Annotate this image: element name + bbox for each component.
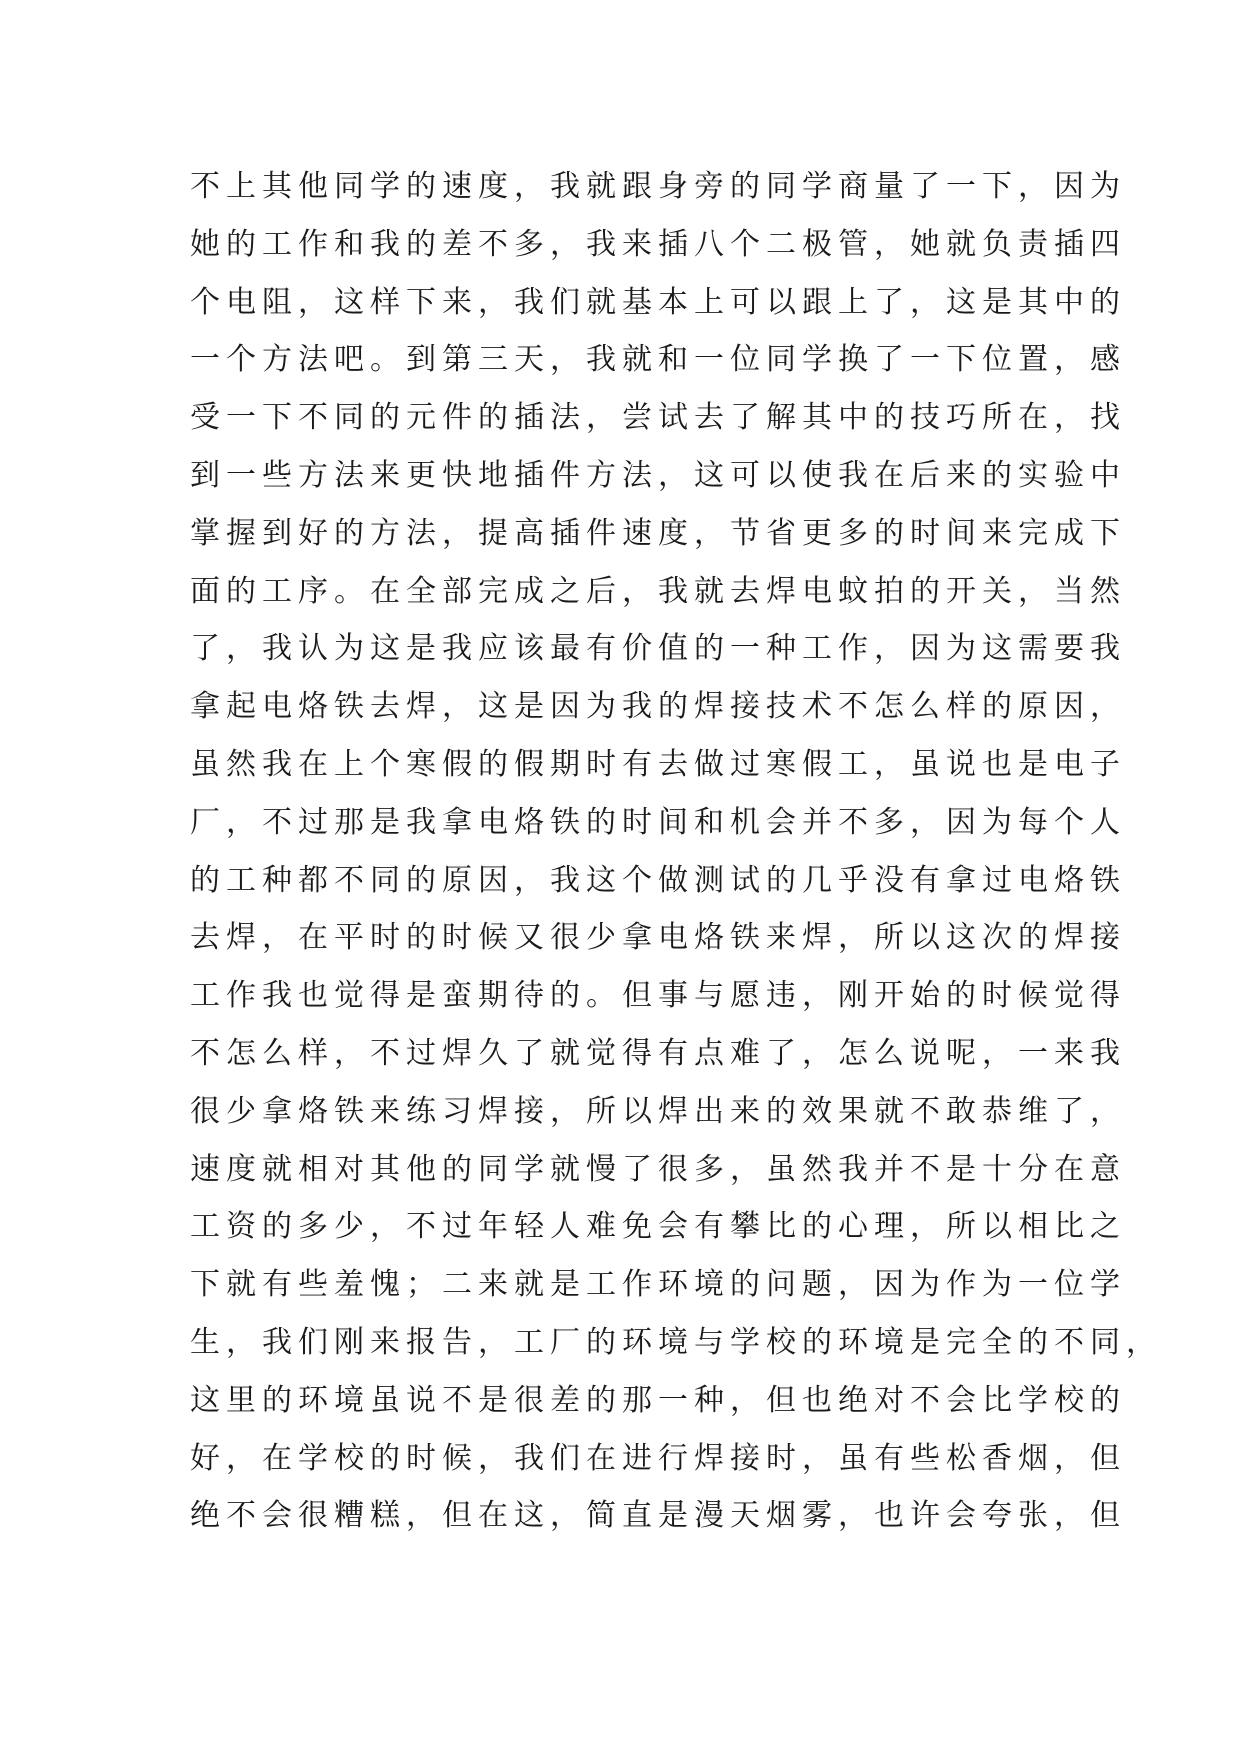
text-line: 生，我们刚来报告，工厂的环境与学校的环境是完全的不同， xyxy=(190,1324,1162,1360)
text-line: 下就有些羞愧；二来就是工作环境的问题，因为作为一位学 xyxy=(190,1267,1126,1303)
text-line: 拿起电烙铁去焊，这是因为我的焊接技术不怎么样的原因， xyxy=(190,689,1126,725)
text-line: 很少拿烙铁来练习焊接，所以焊出来的效果就不敢恭维了， xyxy=(190,1093,1126,1129)
text-line: 工作我也觉得是蛮期待的。但事与愿违，刚开始的时候觉得 xyxy=(190,978,1126,1014)
text-line: 了，我认为这是我应该最有价值的一种工作，因为这需要我 xyxy=(190,631,1126,667)
text-line: 工资的多少，不过年轻人难免会有攀比的心理，所以相比之 xyxy=(190,1209,1126,1245)
text-line: 去焊，在平时的时候又很少拿电烙铁来焊，所以这次的焊接 xyxy=(190,920,1126,956)
text-line: 厂，不过那是我拿电烙铁的时间和机会并不多，因为每个人 xyxy=(190,804,1126,840)
text-line: 不上其他同学的速度，我就跟身旁的同学商量了一下，因为 xyxy=(190,169,1126,204)
text-line: 速度就相对其他的同学就慢了很多，虽然我并不是十分在意 xyxy=(190,1151,1126,1187)
text-line: 受一下不同的元件的插法，尝试去了解其中的技巧所在，找 xyxy=(190,400,1126,436)
text-line: 这里的环境虽说不是很差的那一种，但也绝对不会比学校的 xyxy=(190,1382,1126,1418)
text-line: 好，在学校的时候，我们在进行焊接时，虽有些松香烟，但 xyxy=(190,1440,1126,1476)
text-line: 她的工作和我的差不多，我来插八个二极管，她就负责插四 xyxy=(190,226,1126,262)
text-line: 掌握到好的方法，提高插件速度，节省更多的时间来完成下 xyxy=(190,515,1126,551)
text-line: 绝不会很糟糕，但在这，简直是漫天烟雾，也许会夸张，但 xyxy=(190,1498,1126,1534)
text-line: 不怎么样，不过焊久了就觉得有点难了，怎么说呢，一来我 xyxy=(190,1035,1126,1071)
text-line: 虽然我在上个寒假的假期时有去做过寒假工，虽说也是电子 xyxy=(190,746,1126,782)
text-line: 到一些方法来更快地插件方法，这可以使我在后来的实验中 xyxy=(190,457,1126,493)
text-line: 面的工序。在全部完成之后，我就去焊电蚊拍的开关，当然 xyxy=(190,573,1126,609)
text-line: 个电阻，这样下来，我们就基本上可以跟上了，这是其中的 xyxy=(190,284,1126,320)
text-line: 一个方法吧。到第三天，我就和一位同学换了一下位置，感 xyxy=(190,342,1126,378)
text-line: 的工种都不同的原因，我这个做测试的几乎没有拿过电烙铁 xyxy=(190,862,1126,898)
body-text xyxy=(190,158,1162,1545)
